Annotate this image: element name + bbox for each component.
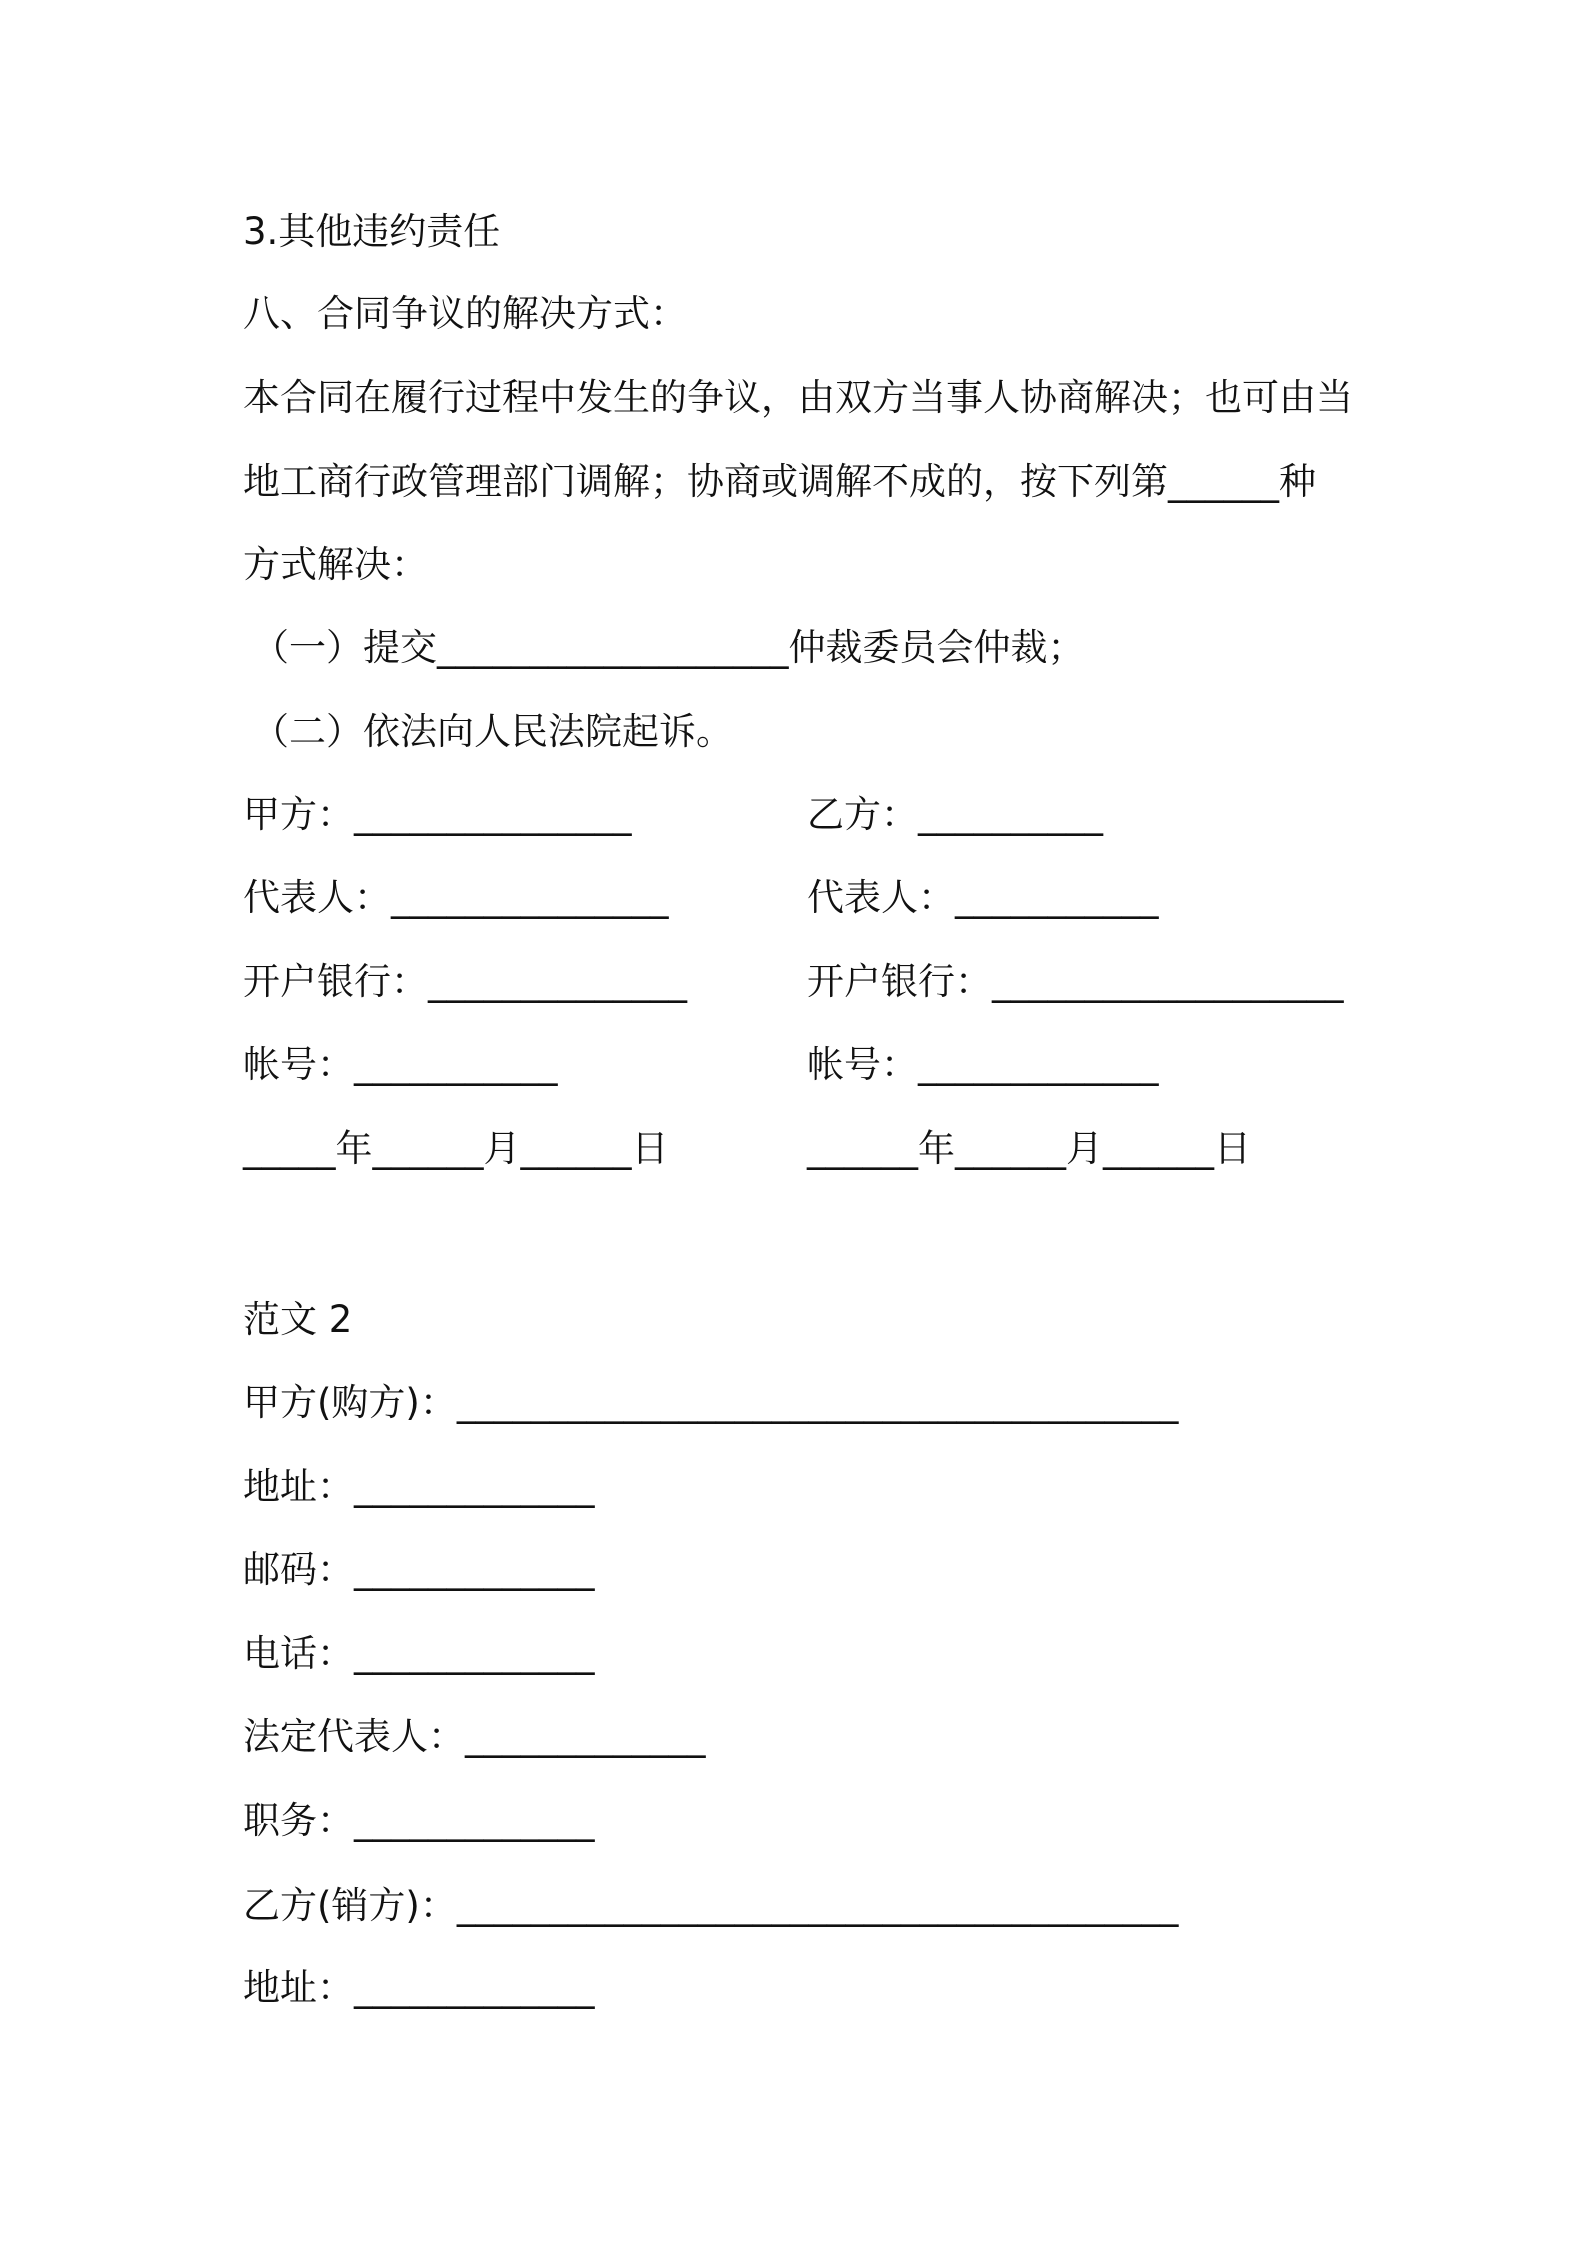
sample-2-title: 范文 2 [243, 1298, 353, 1341]
section-heading-dispute-resolution: 八、合同争议的解决方式： [243, 292, 687, 335]
party-b-field: 乙方：__________ [807, 793, 1103, 836]
buyer-postcode-field: 邮码：_____________ [243, 1548, 595, 1591]
paragraph-line-1: 本合同在履行过程中发生的争议，由双方当事人协商解决；也可由当 [243, 376, 1353, 419]
party-a-field: 甲方：_______________ [243, 793, 632, 836]
party-a-representative: 代表人：_______________ [243, 876, 669, 919]
seller-field: 乙方(销方)：_______________________________________ [243, 1884, 1179, 1927]
option-litigation: （二）依法向人民法院起诉。 [252, 710, 733, 753]
buyer-field: 甲方(购方)：_______________________________________ [243, 1381, 1179, 1424]
party-a-account: 帐号：___________ [243, 1043, 558, 1086]
paragraph-line-2: 地工商行政管理部门调解；协商或调解不成的，按下列第______种 [243, 460, 1316, 503]
seller-address-field: 地址：_____________ [243, 1966, 595, 2009]
party-a-bank: 开户银行：______________ [243, 960, 687, 1003]
buyer-address-field: 地址：_____________ [243, 1465, 595, 1508]
clause-other-liability: 3.其他违约责任 [243, 210, 501, 253]
option-arbitration: （一）提交___________________仲裁委员会仲裁； [252, 626, 1085, 669]
party-b-bank: 开户银行：___________________ [807, 960, 1344, 1003]
party-b-representative: 代表人：___________ [807, 876, 1159, 919]
buyer-position-field: 职务：_____________ [243, 1799, 595, 1842]
party-b-account: 帐号：_____________ [807, 1043, 1159, 1086]
buyer-legal-representative-field: 法定代表人：_____________ [243, 1715, 706, 1758]
party-a-date: _____年______月______日 [243, 1127, 669, 1170]
paragraph-line-3: 方式解决： [243, 543, 428, 586]
party-b-date: ______年______月______日 [807, 1127, 1251, 1170]
buyer-phone-field: 电话：_____________ [243, 1632, 595, 1675]
